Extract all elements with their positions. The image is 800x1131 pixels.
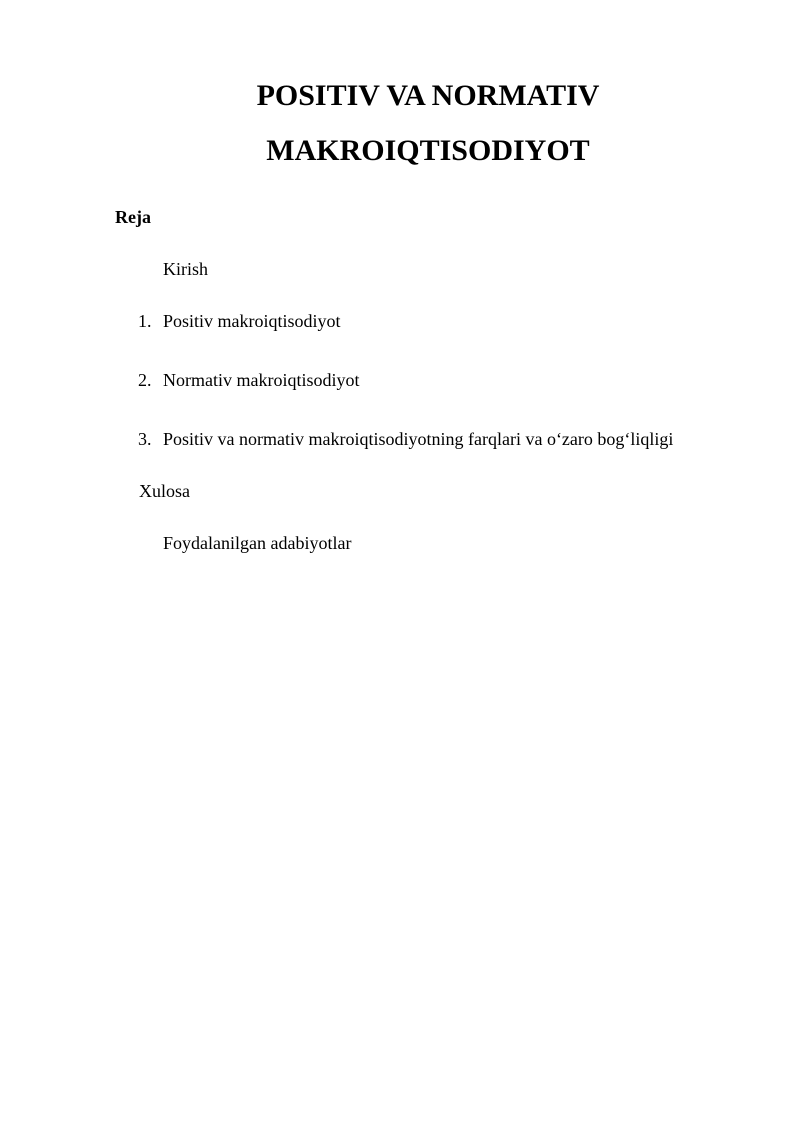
document-title-line-2: MAKROIQTISODIYOT [266, 134, 590, 167]
document-title-line-1: POSITIV VA NORMATIV [256, 79, 600, 112]
plan-item-3-number: 3. [138, 429, 152, 449]
plan-item-3-text: Positiv va normativ makroiqtisodiyotning farqlari va o‘zaro bog‘liqligi [163, 429, 674, 449]
plan-item-1-number: 1. [138, 311, 152, 331]
plan-item-2-number: 2. [138, 370, 152, 390]
plan-references: Foydalanilgan adabiyotlar [163, 533, 352, 553]
plan-item-1-text: Positiv makroiqtisodiyot [163, 311, 341, 331]
plan-conclusion: Xulosa [139, 481, 190, 501]
plan-heading: Reja [115, 207, 151, 227]
plan-intro: Kirish [163, 259, 208, 279]
plan-item-2-text: Normativ makroiqtisodiyot [163, 370, 360, 390]
